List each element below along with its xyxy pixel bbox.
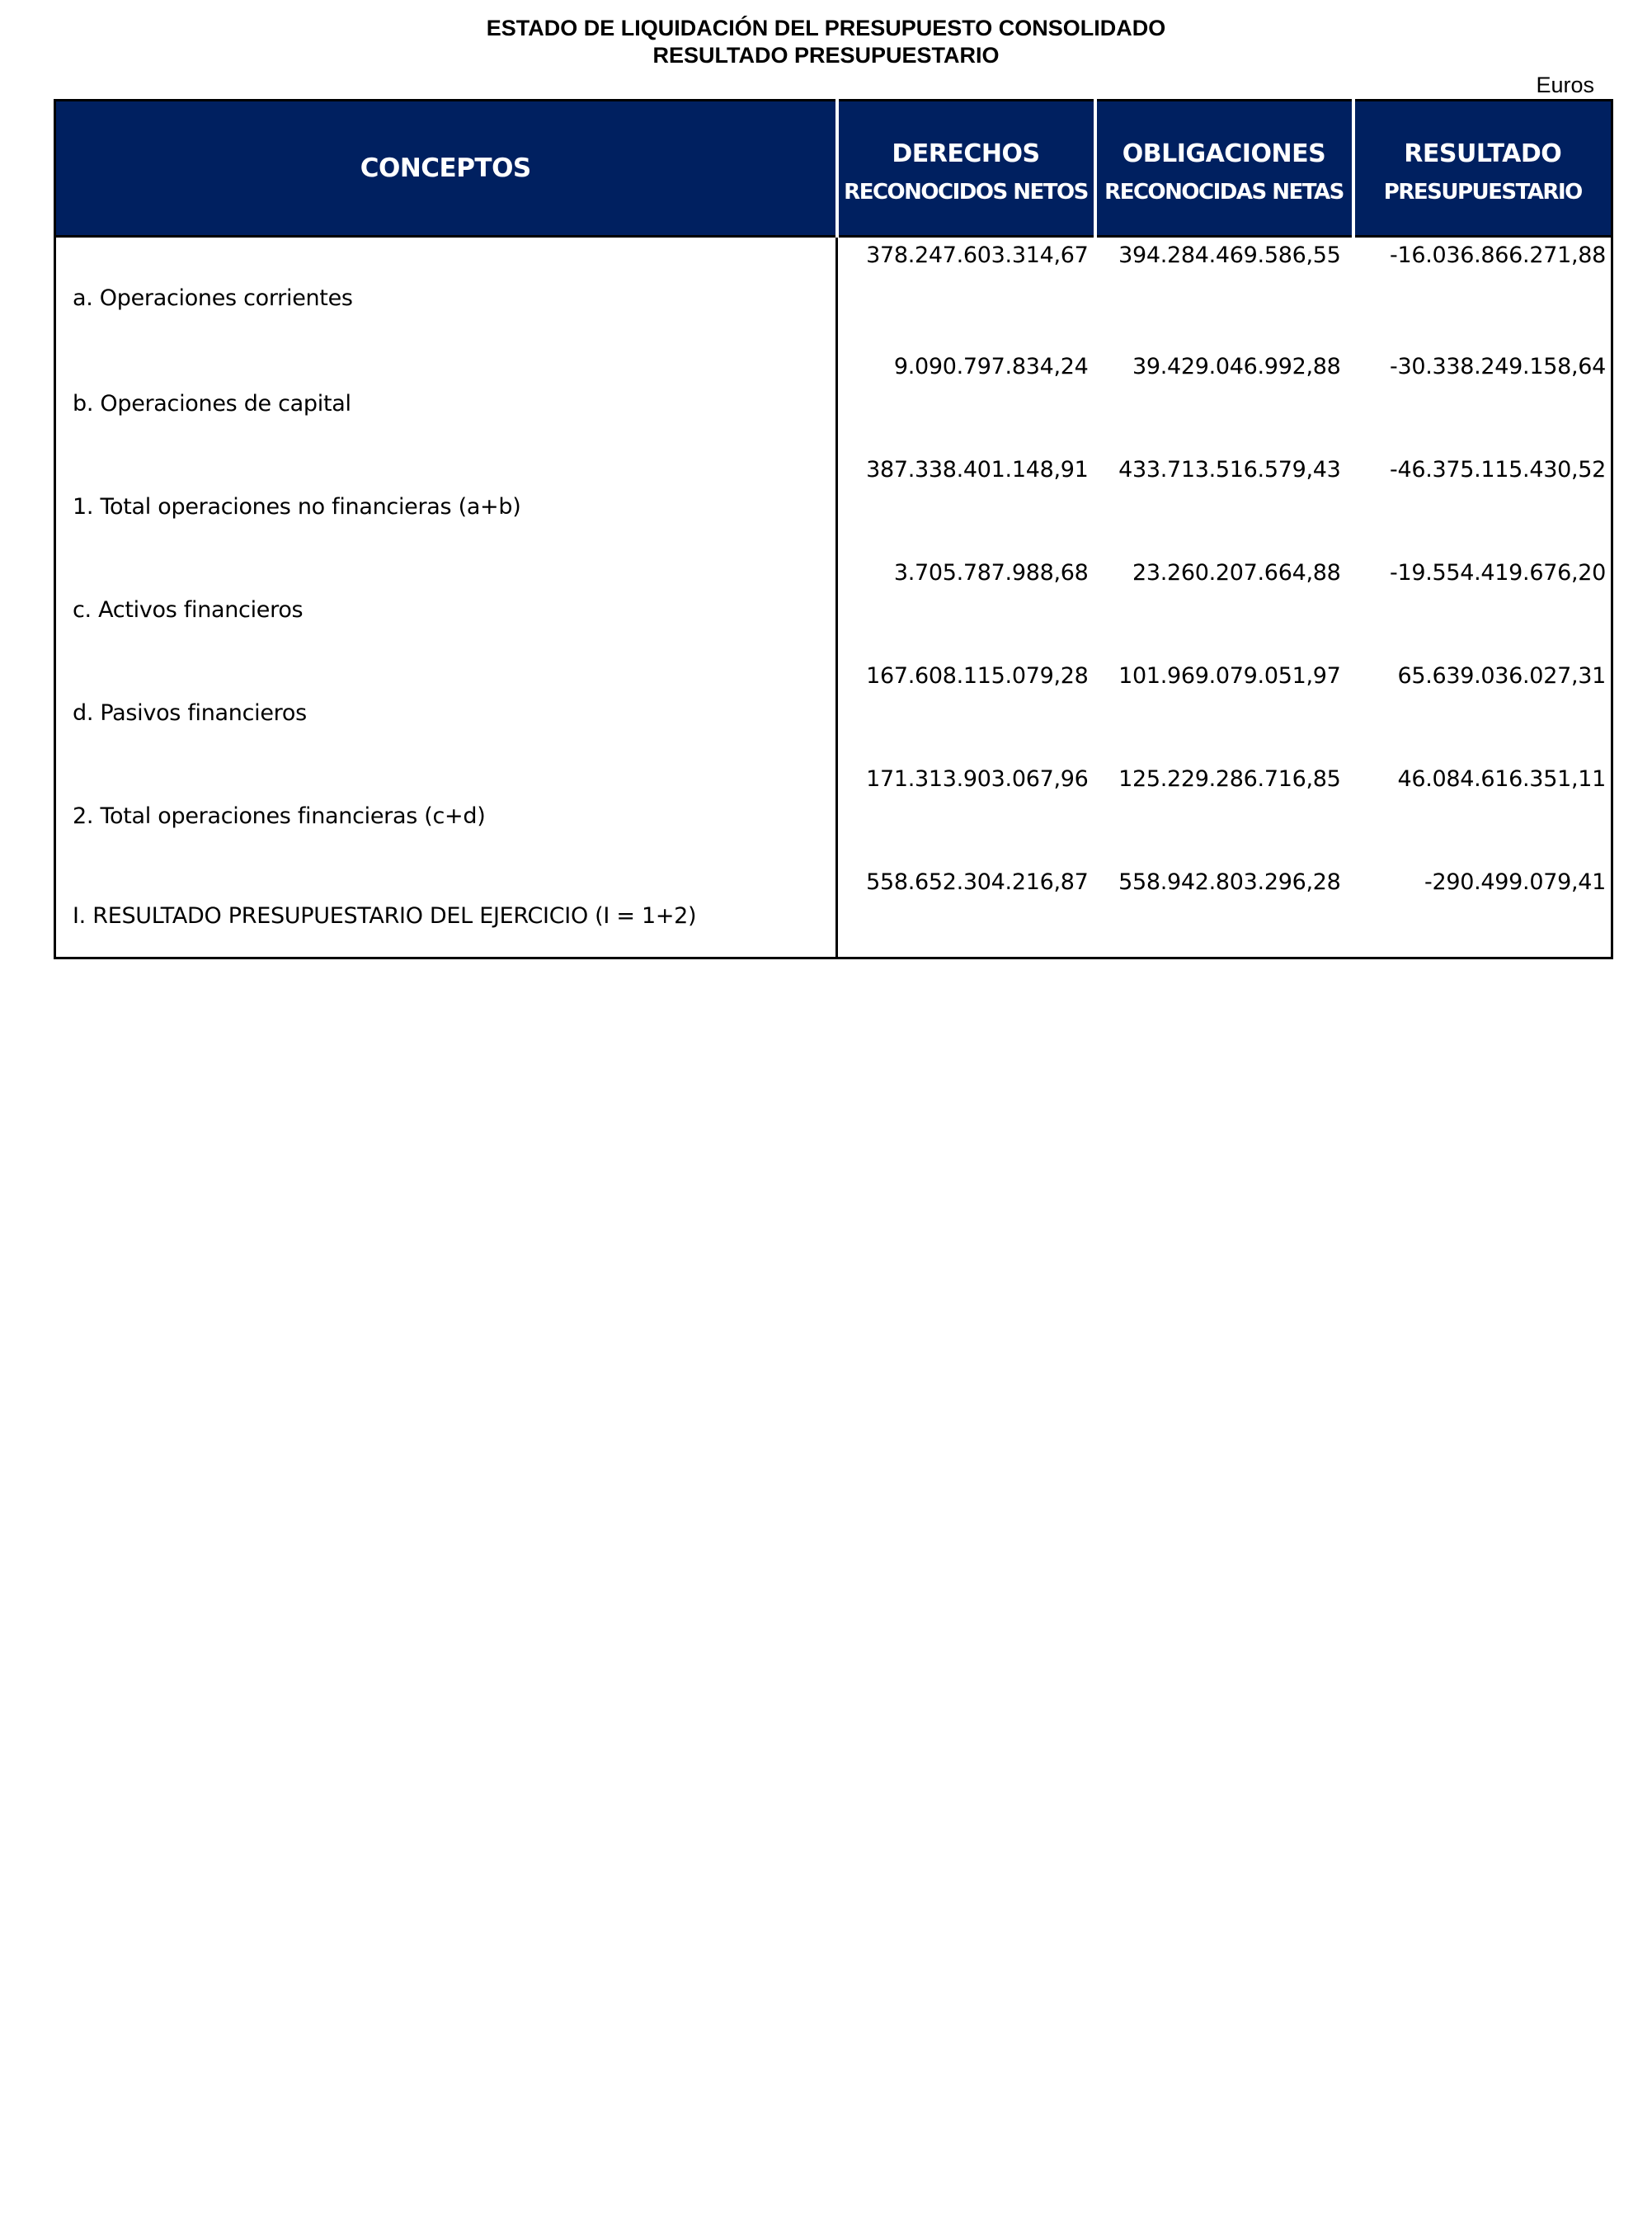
derechos-cell: 387.338.401.148,91 xyxy=(866,457,1089,483)
derechos-cell: 3.705.787.988,68 xyxy=(893,560,1089,586)
table-row xyxy=(55,237,1612,346)
document-title xyxy=(0,15,1652,69)
concept-cell: 2. Total operaciones financieras (c+d) xyxy=(55,758,837,861)
obligaciones-cell: 394.284.469.586,55 xyxy=(1118,243,1341,268)
obligaciones-cell: 433.713.516.579,43 xyxy=(1118,457,1341,483)
units-label: Euros xyxy=(1536,73,1594,97)
concept-cell: c. Activos financieros xyxy=(55,552,837,655)
obligaciones-cell: 101.969.079.051,97 xyxy=(1118,663,1341,689)
derechos-cell: 167.608.115.079,28 xyxy=(866,663,1089,689)
obligaciones-cell: 39.429.046.992,88 xyxy=(1132,354,1341,379)
header-derechos xyxy=(837,101,1095,237)
header-obligaciones-top: OBLIGACIONES xyxy=(1122,139,1326,168)
table-row-total xyxy=(55,861,1612,958)
derechos-cell: 9.090.797.834,24 xyxy=(893,354,1089,379)
header-concepts: CONCEPTOS xyxy=(55,101,837,237)
obligaciones-cell: 125.229.286.716,85 xyxy=(1118,766,1341,792)
resultado-cell: -46.375.115.430,52 xyxy=(1390,457,1606,483)
table-row xyxy=(55,552,1612,655)
resultado-cell: -30.338.249.158,64 xyxy=(1390,354,1606,379)
concept-cell: b. Operaciones de capital xyxy=(55,346,837,449)
budget-result-table xyxy=(54,99,1613,959)
table-row xyxy=(55,655,1612,758)
derechos-cell: 171.313.903.067,96 xyxy=(866,766,1089,792)
title-line-2: RESULTADO PRESUPUESTARIO xyxy=(652,43,1000,68)
header-obligaciones xyxy=(1095,101,1353,237)
table-row xyxy=(55,758,1612,861)
table-body xyxy=(55,237,1612,958)
obligaciones-cell: 23.260.207.664,88 xyxy=(1132,560,1341,586)
table-row xyxy=(55,346,1612,449)
concept-cell: I. RESULTADO PRESUPUESTARIO DEL EJERCICIO (I = 1+2) xyxy=(55,861,837,958)
derechos-cell: 378.247.603.314,67 xyxy=(866,243,1089,268)
derechos-cell: 558.652.304.216,87 xyxy=(866,869,1089,895)
header-obligaciones-bottom: RECONOCIDAS NETAS xyxy=(1104,180,1344,205)
header-resultado xyxy=(1353,101,1612,237)
concept-cell: 1. Total operaciones no financieras (a+b) xyxy=(55,449,837,552)
obligaciones-cell: 558.942.803.296,28 xyxy=(1118,869,1341,895)
header-derechos-bottom: RECONOCIDOS NETOS xyxy=(844,180,1088,205)
title-line-1: ESTADO DE LIQUIDACIÓN DEL PRESUPUESTO CONSOLIDADO xyxy=(486,16,1166,40)
header-resultado-bottom: PRESUPUESTARIO xyxy=(1383,180,1582,205)
resultado-cell: -16.036.866.271,88 xyxy=(1390,243,1606,268)
concept-cell: a. Operaciones corrientes xyxy=(55,237,837,346)
table-header xyxy=(55,101,1612,237)
header-derechos-top: DERECHOS xyxy=(892,139,1040,168)
resultado-cell: -19.554.419.676,20 xyxy=(1390,560,1606,586)
concept-cell: d. Pasivos financieros xyxy=(55,655,837,758)
header-resultado-top: RESULTADO xyxy=(1404,139,1562,168)
resultado-cell: 65.639.036.027,31 xyxy=(1397,663,1606,689)
resultado-cell: -290.499.079,41 xyxy=(1424,869,1606,895)
table-row xyxy=(55,449,1612,552)
resultado-cell: 46.084.616.351,11 xyxy=(1397,766,1606,792)
header-row xyxy=(55,101,1612,237)
